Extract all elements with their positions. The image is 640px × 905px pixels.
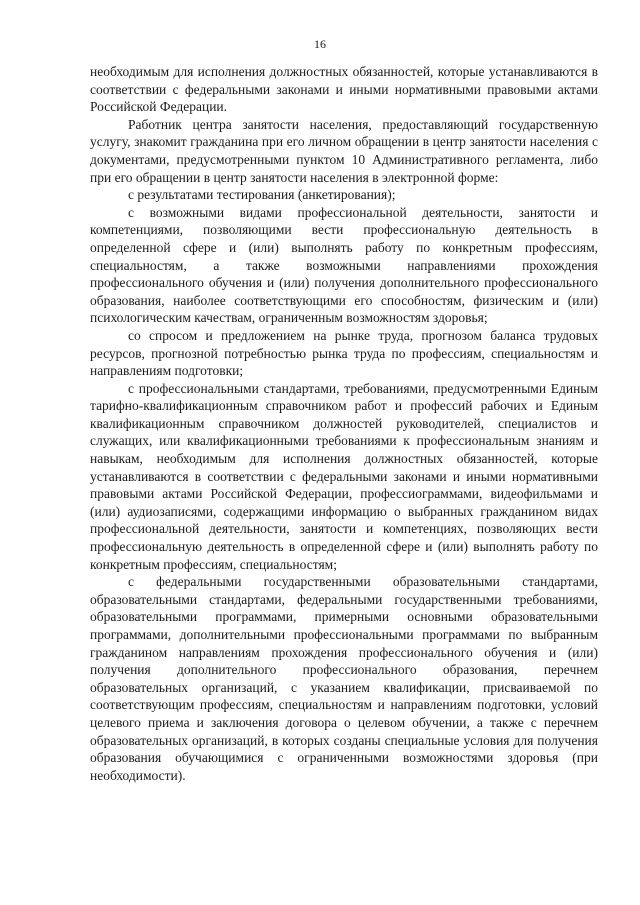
list-item-educational-standards: с федеральными государственными образовательными стандартами, образовательными стандартами, федеральными государственными требованиями, образовательными программами, примерными основными образовательными программами, дополнительными профессиональными программами по выбранным гражданином направлениям прохождения профессионального обучения и (или) получения дополнительного профессионального образования, перечнем образовательных организаций, с указанием квалификации, присваиваемой по соответствующим профессиям, специальностям и направлениям подготовки, условий целевого приема и заключения договора о целевом обучении, а также с перечнем образовательных организаций, в которых созданы специальные условия для получения образования обучающимися с ограниченными возможностями здоровья (при необходимости). xyxy=(90,574,598,783)
list-item-labor-market: со спросом и предложением на рынке труда, прогнозом баланса трудовых ресурсов, прогнозной потребностью рынка труда по профессиям, специальностям и направлениям подготовки; xyxy=(90,327,598,379)
paragraph-continuation: необходимым для исполнения должностных обязанностей, которые устанавливаются в соответствии с федеральными законами и иными нормативными правовыми актами Российской Федерации. xyxy=(90,64,598,115)
body-text xyxy=(90,63,598,784)
list-item-testing-results: с результатами тестирования (анкетирования); xyxy=(128,187,396,203)
list-item-professional-standards: с профессиональными стандартами, требованиями, предусмотренными Единым тарифно-квалификационным справочником работ и профессий рабочих и Единым квалификационным справочником должностей руководителей, специалистов и служащих, или квалификационными требованиями к профессиональным знаниям и навыкам, необходимым для исполнения должностных обязанностей, которые устанавливаются в соответствии с федеральными законами и иными нормативными правовыми актами Российской Федерации, профессиограммами, видеофильмами и (или) аудиозаписями, содержащими информацию о выбранных гражданином видах профессиональной деятельности, занятости и компетенциях, позволяющих вести профессиональную деятельность в определенной сфере и (или) выполнять работу по конкретным профессиям, специальностям; xyxy=(90,380,598,572)
page-number: 16 xyxy=(314,37,326,51)
paragraph-intro: Работник центра занятости населения, предоставляющий государственную услугу, знакомит гражданина при его личном обращении в центр занятости населения с документами, предусмотренными пунктом 10 Административного регламента, либо при его обращении в центр занятости населения в электронной форме: xyxy=(90,116,598,185)
list-item-activity-types: с возможными видами профессиональной деятельности, занятости и компетенциями, позволяющими вести профессиональную деятельность в определенной сфере и (или) выполнять работу по конкретным профессиям, специальностям, а также возможными направлениями прохождения профессионального обучения и (или) получения дополнительного профессионального образования, наиболее соответствующими его способностям, физическим и (или) психологическим качествам, ограниченным возможностям здоровья; xyxy=(90,204,598,326)
